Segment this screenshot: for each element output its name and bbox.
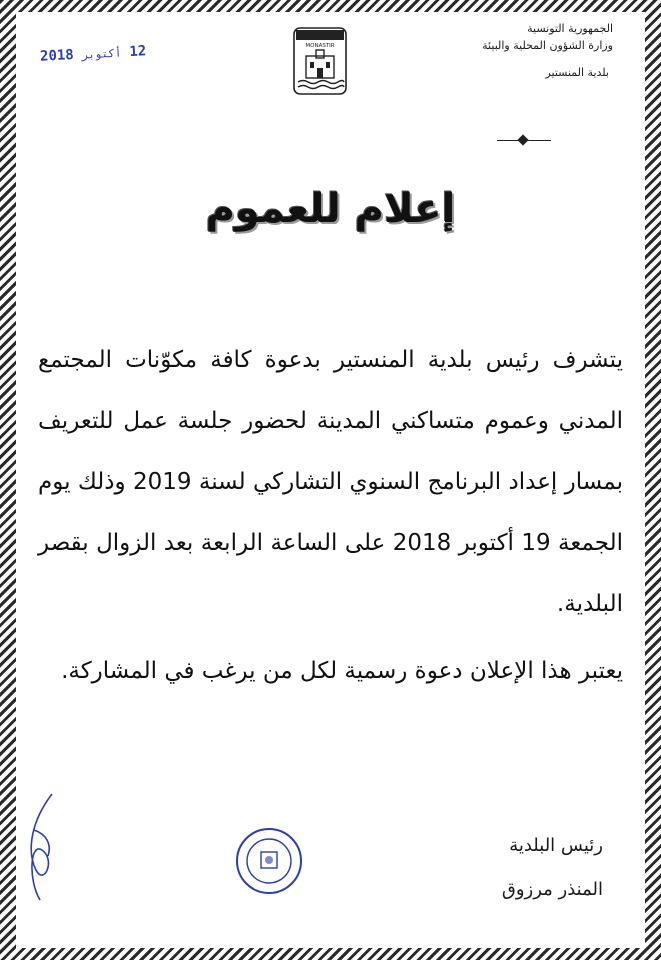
monastir-city-emblem-icon xyxy=(292,26,348,96)
signatory-role: رئيس البلدية xyxy=(509,835,603,856)
ministry-name: وزارة الشؤون المحلية والبيئة xyxy=(482,39,613,52)
body-paragraph-1: يتشرف رئيس بلدية المنستير بدعوة كافة مكوّنات المجتمع المدني وعموم متساكني المدينة لحضور جلسة عمل للتعريف بمسار إعداد البرنامج السنوي التشاركي لسنة 2019 وذلك يوم الجمعة 19 أكتوبر 2018 على الساعة الرابعة بعد الزوال بقصر البلدية. xyxy=(38,347,623,617)
date-stamp-month: أكتوبر xyxy=(81,46,122,62)
handwritten-signature-icon xyxy=(22,790,62,910)
svg-text:MONASTIR: MONASTIR xyxy=(305,43,335,49)
official-seal-icon xyxy=(234,826,304,896)
body-paragraph-2: يعتبر هذا الإعلان دعوة رسمية لكل من يرغب في المشاركة. xyxy=(61,658,623,684)
announcement-body xyxy=(38,330,623,702)
letterhead-ornament xyxy=(497,136,551,146)
date-stamp-year: 2018 xyxy=(39,47,75,65)
republic-name: الجمهورية التونسية xyxy=(527,22,613,35)
municipality-name: بلدية المنستير xyxy=(545,66,609,79)
signature-block xyxy=(343,824,603,912)
signatory-name: المنذر مرزوق xyxy=(501,879,603,900)
date-stamp-day: 12 xyxy=(129,43,147,61)
letterhead xyxy=(482,20,613,81)
announcement-title: إعلام للعموم xyxy=(205,186,456,232)
